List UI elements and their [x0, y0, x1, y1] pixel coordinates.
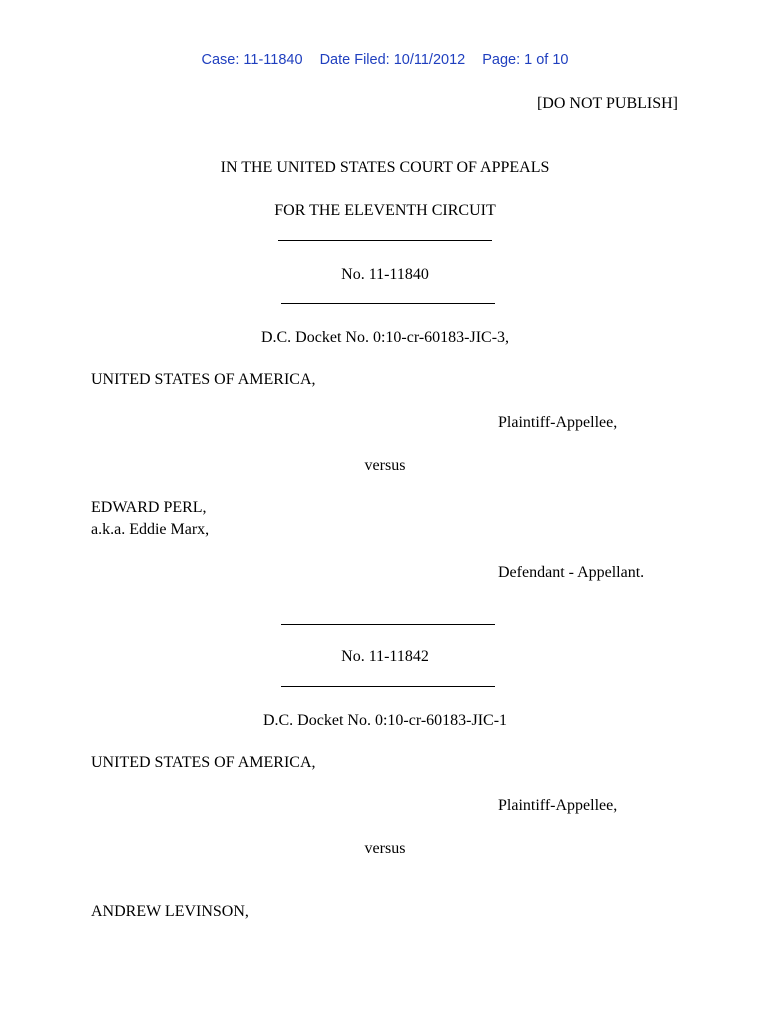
- case2-versus: versus: [364, 840, 406, 857]
- case1-defendant: EDWARD PERL,: [91, 499, 207, 516]
- case1-plaintiff-role: Plaintiff-Appellee,: [498, 414, 618, 431]
- separator-rule: [281, 624, 495, 625]
- separator-rule: [281, 686, 495, 687]
- case2-number: No. 11-11842: [341, 648, 429, 665]
- case1-defendant-aka: a.k.a. Eddie Marx,: [91, 521, 210, 538]
- separator-rule: [278, 240, 492, 241]
- case-number-header: Case: 11-11840: [201, 52, 303, 68]
- case1-defendant-role: Defendant - Appellant.: [498, 564, 645, 581]
- date-filed-header: Date Filed: 10/11/2012: [319, 52, 466, 68]
- publish-notice: [DO NOT PUBLISH]: [536, 95, 678, 112]
- case1-docket: D.C. Docket No. 0:10-cr-60183-JIC-3,: [260, 329, 510, 346]
- case1-plaintiff: UNITED STATES OF AMERICA,: [91, 371, 316, 388]
- filing-header: [0, 51, 770, 69]
- case2-docket: D.C. Docket No. 0:10-cr-60183-JIC-1: [262, 712, 508, 729]
- circuit-name: FOR THE ELEVENTH CIRCUIT: [274, 202, 496, 219]
- case2-plaintiff: UNITED STATES OF AMERICA,: [91, 754, 316, 771]
- case2-plaintiff-role: Plaintiff-Appellee,: [498, 797, 618, 814]
- case1-versus: versus: [364, 457, 406, 474]
- case2-defendant: ANDREW LEVINSON,: [91, 903, 249, 920]
- court-name: IN THE UNITED STATES COURT OF APPEALS: [220, 159, 550, 176]
- case1-number: No. 11-11840: [341, 266, 429, 283]
- separator-rule: [281, 303, 495, 304]
- page-count-header: Page: 1 of 10: [482, 52, 569, 68]
